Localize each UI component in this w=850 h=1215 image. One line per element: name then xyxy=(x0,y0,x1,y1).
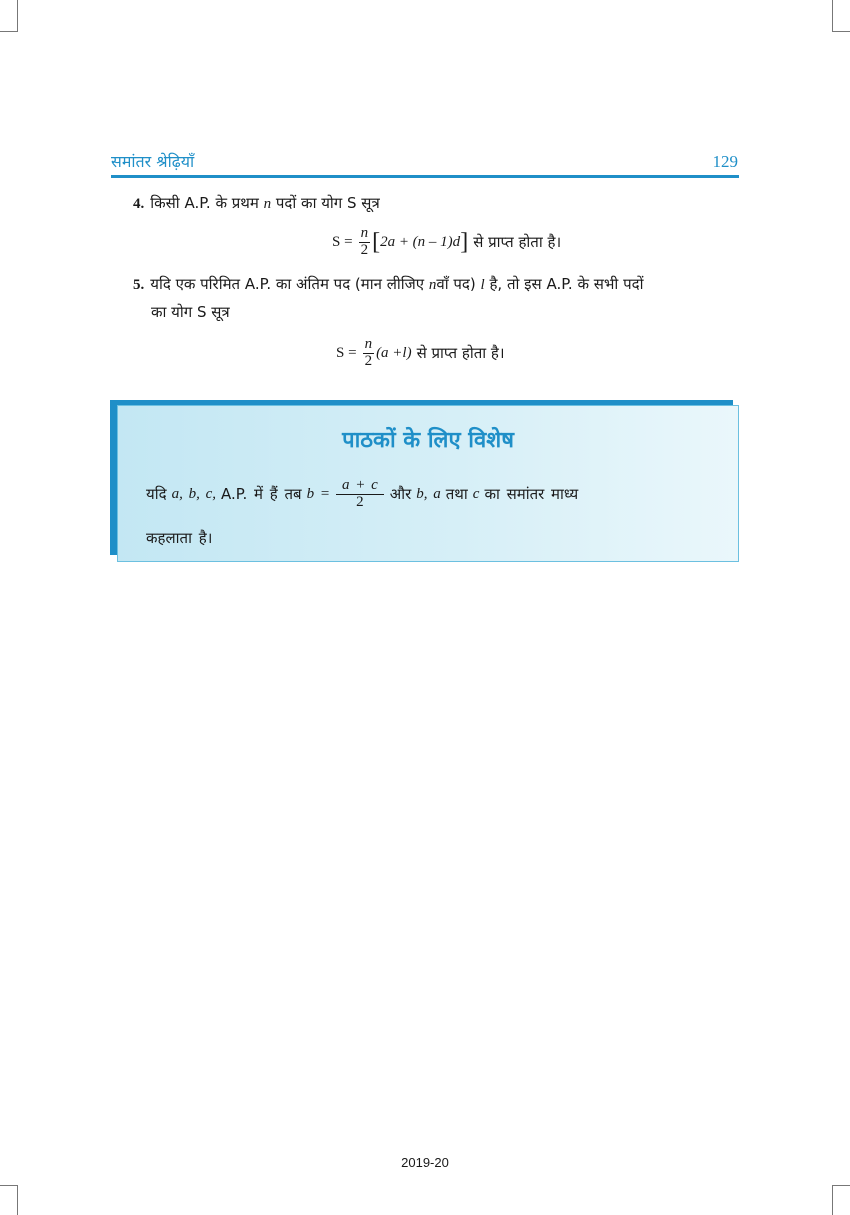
fraction-n-over-2: $\frac{n}{2}$ xyxy=(364,336,373,369)
crop-mark-bottom-left-v xyxy=(17,1185,18,1215)
note-box xyxy=(117,405,739,562)
running-header-title: समांतर श्रेढ़ियाँ xyxy=(111,152,195,171)
formula-lhs: S = xyxy=(332,233,353,250)
crop-mark-bottom-right-v xyxy=(832,1185,833,1215)
item-5-text-line2: का योग S सूत्र xyxy=(151,303,230,321)
crop-mark-top-left-v xyxy=(17,0,18,32)
page-number: 129 xyxy=(712,152,738,171)
item-5-formula: S = $\frac{n}{2}$ (a +l) से प्राप्त होता है। xyxy=(336,336,505,369)
bracket-content: 2a + (n – 1)d xyxy=(380,233,461,250)
crop-mark-top-right-h xyxy=(833,31,850,32)
item-4-formula: S = $\frac{n}{2}$ [ 2a + (n – 1)d ] से प्राप्त होता है। xyxy=(332,225,562,258)
item-5-number: 5. xyxy=(133,277,145,293)
item-5-text: 5. यदि एक परिमित A.P. का अंतिम पद (मान लीजिए nवाँ पद) l है, तो इस A.P. के सभी पदों xyxy=(133,275,644,293)
fraction-a-plus-c-over-2: $\frac{a + c}{2}$ xyxy=(336,478,384,511)
note-box-line-1: यदि a, b, c, A.P. में हैं तब b = $\frac{a + c}{2}$ और b, a तथा c का समांतर माध्य xyxy=(146,477,579,510)
crop-mark-bottom-right-h xyxy=(833,1185,850,1186)
fraction-n-over-2: $\frac{n}{2}$ xyxy=(360,225,369,258)
crop-mark-bottom-left-h xyxy=(0,1185,17,1186)
note-box-title: पाठकों के लिए विशेष xyxy=(342,428,514,453)
note-box-line-2: कहलाता है। xyxy=(146,529,213,547)
formula-suffix: से प्राप्त होता है। xyxy=(473,233,562,252)
header-rule xyxy=(111,175,739,178)
footer-year: 2019-20 xyxy=(401,1155,449,1170)
crop-mark-top-left-h xyxy=(0,31,17,32)
item-4-number: 4. xyxy=(133,196,145,212)
var-n: n xyxy=(263,196,272,212)
item-4-text: 4. किसी A.P. के प्रथम n पदों का योग S सूत्र xyxy=(133,194,380,212)
crop-mark-top-right-v xyxy=(832,0,833,32)
